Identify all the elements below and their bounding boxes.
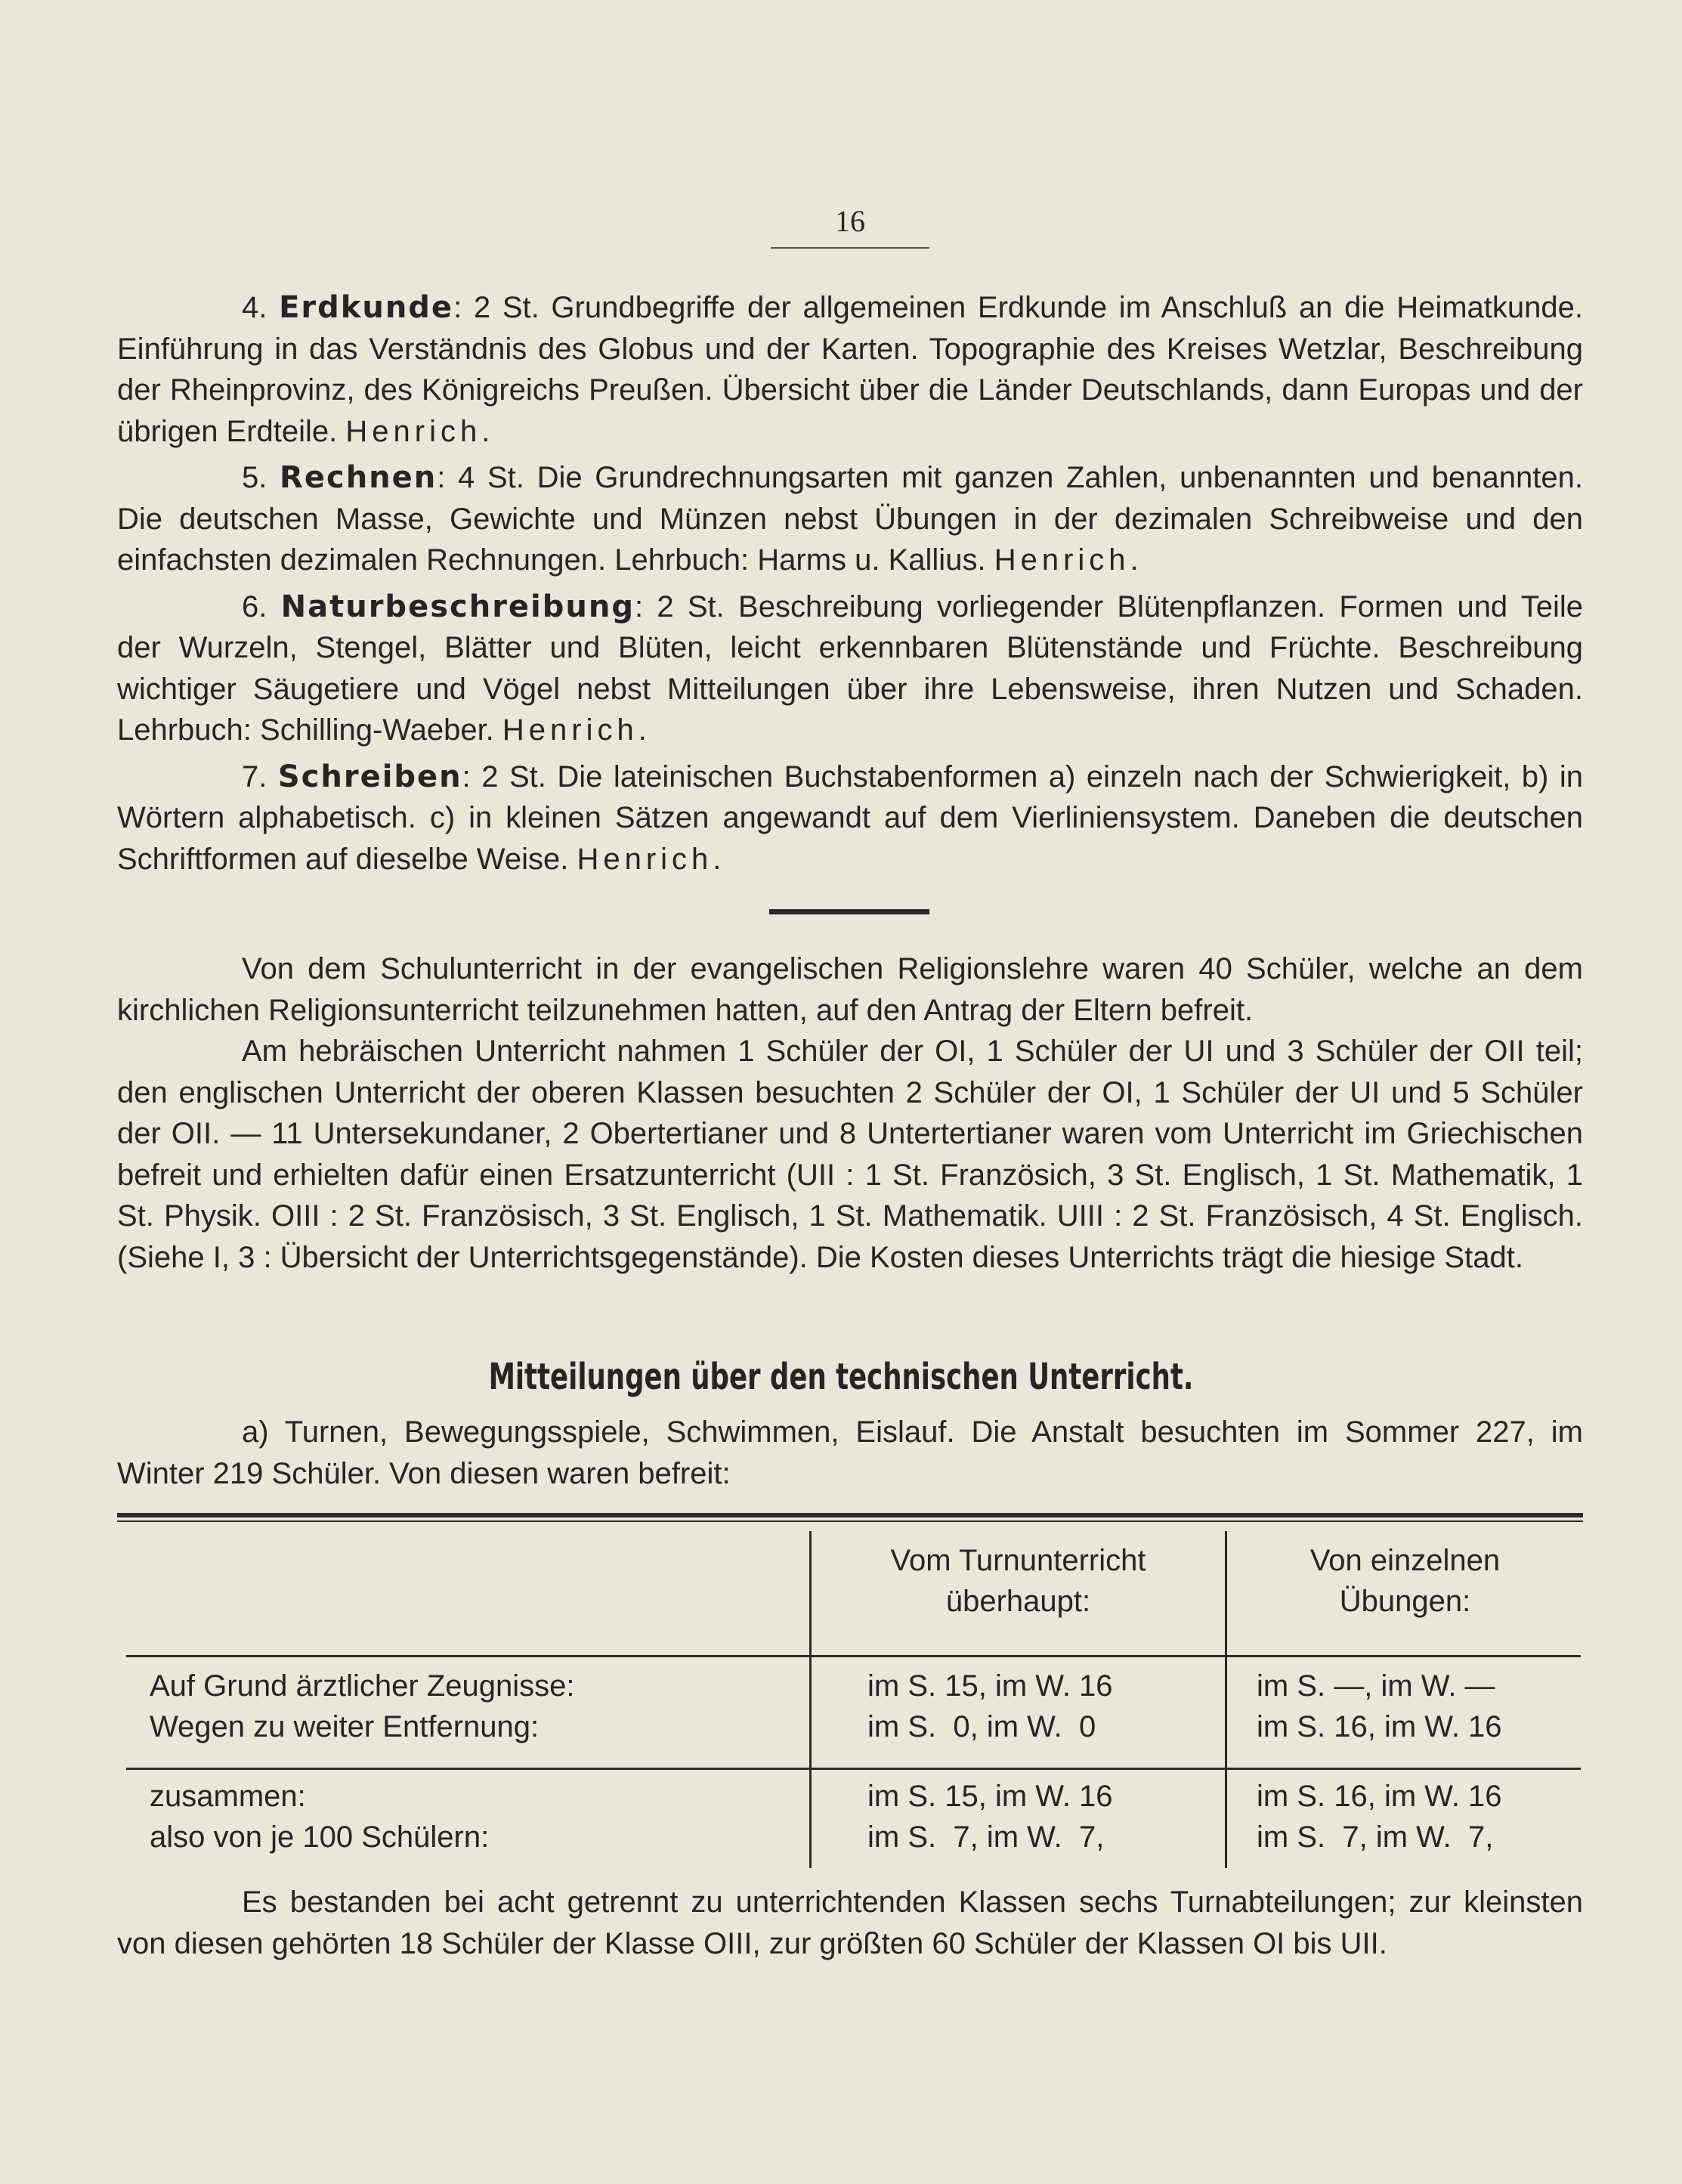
row-single: im S. 7, im W. 7,	[1257, 1821, 1494, 1854]
section-schreiben: 7. Schreiben: 2 St. Die lateinischen Buchstabenformen a) einzeln nach der Schwierigkeit, b) in Wörtern alphabetisch. c) in kleinen Sätzen angewandt auf dem Vierliniensystem. Daneben die deutschen Schriftformen auf dieselbe Weise. Henrich.	[117, 759, 1583, 876]
section-heading: Mitteilungen über den technischen Unterricht.	[488, 1356, 1194, 1398]
paragraph-hebraeisch: Am hebräischen Unterricht nahmen 1 Schüler der OI, 1 Schüler der UI und 3 Schüler der OII teil; den englischen Unterricht der oberen Klassen besuchten 2 Schüler der OI, 1 Schüler der UI und 5 Schüler der OII. — 11 Untersekundaner, 2 Obertertianer und 8 Untertertianer waren vom Unterricht im Griechischen befreit und erhielten dafür einen Ersatzunterricht (UII : 1 St. Französich, 3 St. Englisch, 1 St. Mathematik, 1 St. Physik. OIII : 2 St. Französisch, 3 St. Englisch, 1 St. Mathematik. UIII : 2 St. Französisch, 4 St. Englisch. (Siehe I, 3 : Übersicht der Unterrichtsgegenstände). Die Kosten dieses Unterrichts trägt die hiesige Stadt.	[117, 1035, 1583, 1274]
row-label: zusammen:	[150, 1780, 306, 1813]
section-label: Schreiben	[277, 759, 462, 794]
subtotal-rule	[126, 1768, 1581, 1770]
row-single: im S. 16, im W. 16	[1257, 1780, 1502, 1813]
turnen-intro	[117, 1412, 1583, 1494]
row-single: im S. —, im W. —	[1257, 1669, 1495, 1703]
row-overall: im S. 15, im W. 16	[867, 1669, 1113, 1703]
exemption-table	[117, 1513, 1583, 1868]
row-label: also von je 100 Schülern:	[150, 1821, 490, 1854]
section-naturbeschreibung: 6. Naturbeschreibung: 2 St. Beschreibung vorliegender Blütenpflanzen. Formen und Teile der Wurzeln, Stengel, Blätter und Blüten, leicht erkennbaren Blütenstände und Früchte. Beschreibung wichtiger Säugetiere und Vögel nebst Mitteilungen über ihre Lebensweise, ihren Nutzen und Schaden. Lehrbuch: Schilling-Waeber. Henrich.	[117, 589, 1583, 747]
section-erdkunde: 4. Erdkunde: 2 St. Grundbegriffe der allgemeinen Erdkunde im Anschluß an die Heimatkunde. Einführung in das Verständnis des Globus und der Karten. Topographie des Kreises Wetzlar, Beschreibung der Rheinprovinz, des Königreichs Preußen. Übersicht über die Länder Deutschlands, dann Europas und der übrigen Erdteile. Henrich.	[117, 290, 1583, 448]
paragraph-religion: Von dem Schulunterricht in der evangelischen Religionslehre waren 40 Schüler, welche an dem kirchlichen Religionsunterricht teilzunehmen hatten, auf den Antrag der Eltern befreit.	[117, 952, 1583, 1027]
row-overall: im S. 0, im W. 0	[867, 1710, 1096, 1743]
teacher-name: Henrich.	[345, 414, 495, 448]
closing	[117, 1882, 1583, 1964]
header-overall: Vom Turnunterricht überhaupt:	[890, 1544, 1146, 1618]
section-label: Rechnen	[280, 460, 438, 495]
table-top-rule	[117, 1513, 1583, 1517]
section-divider	[769, 909, 929, 914]
header-rule	[126, 1655, 1581, 1657]
row-label: Auf Grund ärztlicher Zeugnisse:	[150, 1669, 575, 1703]
remarks	[117, 948, 1583, 1278]
row-overall: im S. 7, im W. 7,	[867, 1821, 1105, 1854]
row-label: Wegen zu weiter Entfernung:	[150, 1710, 540, 1743]
section-label: Erdkunde	[279, 290, 454, 325]
paragraph-turnen: a) Turnen, Bewegungsspiele, Schwimmen, Eislauf. Die Anstalt besuchten im Sommer 227, im Winter 219 Schüler. Von diesen waren befreit:	[117, 1415, 1583, 1490]
section-label: Naturbeschreibung	[280, 589, 635, 624]
page-number: 16	[835, 204, 865, 238]
teacher-name: Henrich.	[577, 842, 726, 876]
header-single: Von einzelnen Übungen:	[1309, 1544, 1501, 1618]
row-overall: im S. 15, im W. 16	[867, 1780, 1113, 1813]
page-number-rule	[771, 247, 929, 249]
teacher-name: Henrich.	[502, 713, 651, 747]
section-rechnen: 5. Rechnen: 4 St. Die Grundrechnungsarten mit ganzen Zahlen, unbenannten und benannten. Die deutschen Masse, Gewichte und Münzen nebst Übungen in der dezimalen Schreibweise und den einfachsten dezimalen Rechnungen. Lehrbuch: Harms u. Kallius. Henrich.	[117, 460, 1583, 577]
paragraph-turnabteilungen: Es bestanden bei acht getrennt zu unterrichtenden Klassen sechs Turnabteilungen; zur kleinsten von diesen gehörten 18 Schüler der Klasse OIII, zur größten 60 Schüler der Klassen OI bis UII.	[117, 1885, 1583, 1960]
row-single: im S. 16, im W. 16	[1257, 1710, 1502, 1743]
curriculum-sections	[117, 287, 1583, 880]
teacher-name: Henrich.	[994, 543, 1143, 577]
